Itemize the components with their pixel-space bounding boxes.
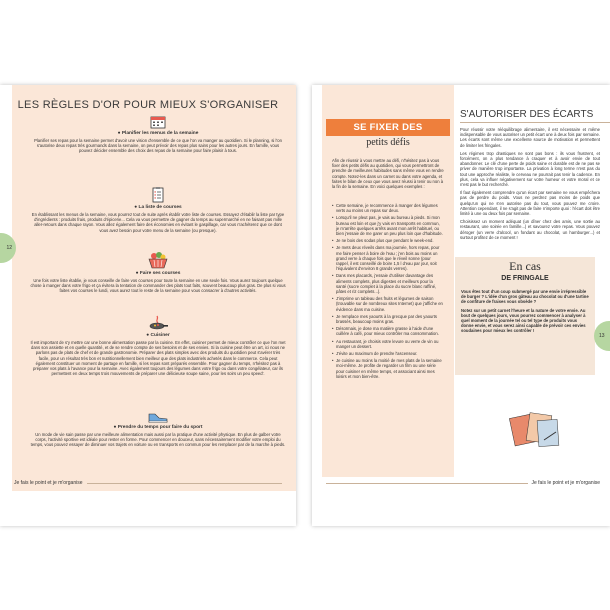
paragraph: Les régimes trop drastiques ne sont pas bons : ils vous frustrent, et forcément, on a plus tendance à craquer et à avoir envie de tout abandonner. Le clé d'une perte de poids saine et durable est de ne pas se priver de manière trop importante. La privation à long terme n'est pas du tout une approche réaliste, le cerveau ne pourrait pas tenir la cadence. En plus, cela va influer négativement sur votre humeur et votre moral et ce n'est pas le but recherché.: [460, 150, 600, 188]
paragraph: Notez sur un petit carnet l'heure et la nature de votre envie. Au bout de quelques jours, vous pourrez commencer à analyser à quel moment de la journée tel ou tel type de produits vous donne envie, et vous serez ainsi capable de prévoir ces envies soudaines pour mieux les contrôler !: [461, 307, 586, 334]
list-item: • Je remplace mes yaourts à la grecque par des yaourts brassés, beaucoup moins gras.: [332, 314, 444, 324]
paragraph: Pour réussir votre rééquilibrage alimentaire, il est nécessaire et même indispensable de vous autoriser un petit écart une à deux fois par semaine. Les écarts sont même une excellente source de motivation et permettent de limiter les fringales.: [460, 127, 600, 148]
checklist-icon: [151, 187, 165, 203]
section-sport: [30, 411, 286, 448]
fringale-box: [455, 257, 595, 375]
list-item: • Je ne bois des sodas plus que pendant le week-end.: [332, 238, 444, 243]
challenges-subtitle: petits défis: [366, 137, 410, 148]
ecarts-body: [460, 127, 600, 243]
paragraph: Vous êtes tout d'un coup submergé par une envie irrépressible de burger ? L'idée d'un gros gâteau au chocolat ou d'une tartine de confiture de fraises vous obsède ?: [461, 289, 589, 305]
page-number-right: 13: [594, 321, 610, 351]
section-body: Il est important de s'y mettre car une bonne alimentation passe par la cuisine. En effet, cuisiner permet de mieux contrôler ce que l'on met dans son assiette et en quelle quantité, et de se rendre compte de ses besoins et de ses envies. Si la cuisine peut être un art, ici nous ne parlons pas de plats de chef et de grande gastronomie. Préparer des plats simples avec des produits du quotidien peut s'avérer très facile, pour un résultat très bon et nutritionnellement bien meilleur que des plats industriels achetés dans le commerce. Cela peut également constituer un moment de partage en famille, si les repas sont préparés ensemble. Pour gagner du temps, n'hésitez pas à préparer vos plats à l'avance pour la semaine. Avec également toujours des légumes dans votre frigo ou dans votre congélateur, car ils permettent en deux temps trois mouvements de préparer une délicieuse soupe saine, pour les soirs un peu speed'.: [30, 340, 286, 377]
section-body: Planifier ses repas pour la semaine permet d'avoir une vision d'ensemble de ce que l'on va manger au quotidien. Si le planning, si l'on s'autorise deux repas très gourmands dans la semaine, on peut prévoir des repas plus sains pour les autres jours. En famille, vous pouvez décider ensemble des choix des repas de la semaine pour faire plaisir à tous.: [34, 138, 282, 154]
list-item: • Lorsqu'il ne pleut pas, je vais au bureau à pieds. Si mon bureau est loin et que j'y vais en transports en commun, je m'arrête quelques arrêts avant mon arrêt habituel, ou bien j'essaie de me garer un peu plus loin que d'habitude.: [332, 215, 444, 236]
left-page: [0, 85, 296, 526]
fringale-title: En cas: [509, 259, 541, 273]
page-number-left: 12: [0, 233, 16, 263]
list-item: • Je mets deux réveils dans ma journée, hors repas, pour me faire penser à boire de l'eau ; j'en bois au moins un grand verre à chaque fois que le réveil sonne (pour rappel, il est conseillé de boire 1,5 l d'eau par jour, soit l'équivalent d'environ 8 grands verres).: [332, 245, 444, 271]
list-item: • J'évite au maximum de prendre l'ascenseur.: [332, 351, 444, 356]
section-title-ecarts: S'AUTORISER DES ÉCARTS: [460, 109, 610, 123]
paragraph: Choisissez un moment adéquat (un dîner chez des amis, une sortie au restaurant, une soirée en famille...) et savourez votre repas. Vous pouvez déroger (un verre d'alcool, un fondant au chocolat, un hamburger...) et surtout profitez de ce moment !: [460, 219, 600, 240]
footer-text: Je fais le point et je m'organise: [14, 480, 83, 486]
section-heading: ● Faire ses courses: [135, 271, 181, 276]
cooking-pan-icon: [148, 315, 168, 331]
list-item: • Désormais, je dose ma matière grasse à l'aide d'une cuillère à café, pour mieux contrôler ma consommation.: [332, 326, 444, 336]
challenges-intro: Afin de réussir à vous mettre au défi, n'hésitez pas à vous fixer des petits défis au quotidien, qui vous permettront de prendre de meilleures habitudes sans même vous en rendre compte. Notez-les dans un carnet ou dans votre agenda, et faites le bilan de ceux que vous avez réussi à tenir ou non à la fin de la semaine. En voici quelques exemples :: [332, 158, 444, 190]
section-heading: ● La liste de courses: [134, 205, 182, 210]
footer-rule: [87, 483, 283, 484]
list-item: • Au restaurant, je choisis votre levure ou verre de vin ou manger un dessert.: [332, 339, 444, 349]
page-title: LES RÈGLES D'OR POUR MIEUX S'ORGANISER: [17, 99, 279, 111]
section-menus: [30, 115, 286, 154]
section-heading: ● Cuisiner: [146, 333, 170, 338]
list-item: • J'imprime un tableau des fruits et légumes de saison (trouvable sur de nombreux sites Internet) que j'affiche en évidence dans ma cuisine.: [332, 296, 444, 312]
section-heading: ● Prendre du temps pour faire du sport: [113, 425, 203, 430]
paragraph: Il faut également comprendre qu'un écart par semaine ne vous empêchera pas de perdre du poids. Vous ne perdrez pas moins de poids que quelqu'un qui ne s'en autorise pas du tout, vous pouvez me croire. Attention cependant, il ne s'agit pas de faire n'importe quoi : l'écart doit être limité à une ou deux fois par semaine.: [460, 190, 600, 217]
calendar-icon: [150, 115, 166, 129]
section-courses: [30, 251, 286, 294]
list-item: • Cette semaine, je recommence à manger des légumes verts au moins un repas sur deux.: [332, 203, 444, 213]
basket-icon: [147, 251, 169, 269]
section-body: Une fois votre liste établie, je vous conseille de faire vos courses pour toute la semaine en une seule fois. Vous aurez toujours quelque chose à manger dans votre frigo et ça évitera la tentation de commander des plats tout faits, souvent beaucoup plus gras. De plus si vous faites vos courses le lundi, vous aurez tout le reste de la semaine pour vous consacrer à d'autres activités.: [30, 278, 286, 294]
list-item: • Dans mes placards, j'essaie d'utiliser davantage des aliments complets, plus digestes et meilleurs pour la santé (sucre complet à la place du sucre blanc raffiné, pâtes et riz complets...).: [332, 273, 444, 294]
fringale-subtitle: DE FRINGALE: [501, 275, 549, 282]
section-cuisiner: [30, 315, 286, 376]
footer-left: [14, 480, 286, 486]
section-liste: [30, 187, 286, 233]
footer-right: [322, 480, 600, 486]
list-item: • Je cuisine au moins la moitié de mes plats de la semaine moi-même. Je profite de regarder un film ou une série pour cuisiner en même temps, et associant ainsi mes loisirs et mon bien-être.: [332, 358, 444, 379]
section-body: En établissant les menus de la semaine, vous pourrez tout de suite après établir votre liste de courses. Essayez d'établir la liste par type d'ingrédients : produits frais, produits d'épicerie... Cela va vous permettre de gagner du temps au supermarché en ne faisant pas mille aller-retours dans chaque rayon. Vous allez également faire des économies en évitant le gaspillage, car vous n'achèterez que ce dont vous avez besoin pour votre menu de la semaine (ou presque).: [31, 212, 285, 233]
sneaker-icon: [147, 411, 169, 423]
section-heading: ● Planifier les menus de la semaine: [117, 131, 199, 136]
notebooks-illustration: [508, 410, 562, 450]
footer-rule: [326, 483, 528, 484]
footer-text: Je fais le point et je m'organise: [531, 480, 600, 486]
challenges-banner: SE FIXER DES: [326, 119, 450, 136]
fringale-text: [461, 289, 589, 337]
challenges-list: [332, 203, 444, 381]
section-body: Un mode de vie sain passe par une meilleure alimentation mais aussi par la pratique d'une activité physique. En plus de galber votre corps, l'activité sportive est idéale pour rester en forme. Pour commencer en douceur, sans nécessairement modifier votre emploi du temps, vous pouvez essayer de diminuer vos trajets en voiture ou en transports en commun pour les remplacer par de la marche à pieds.: [30, 432, 286, 448]
right-page: [312, 85, 610, 526]
